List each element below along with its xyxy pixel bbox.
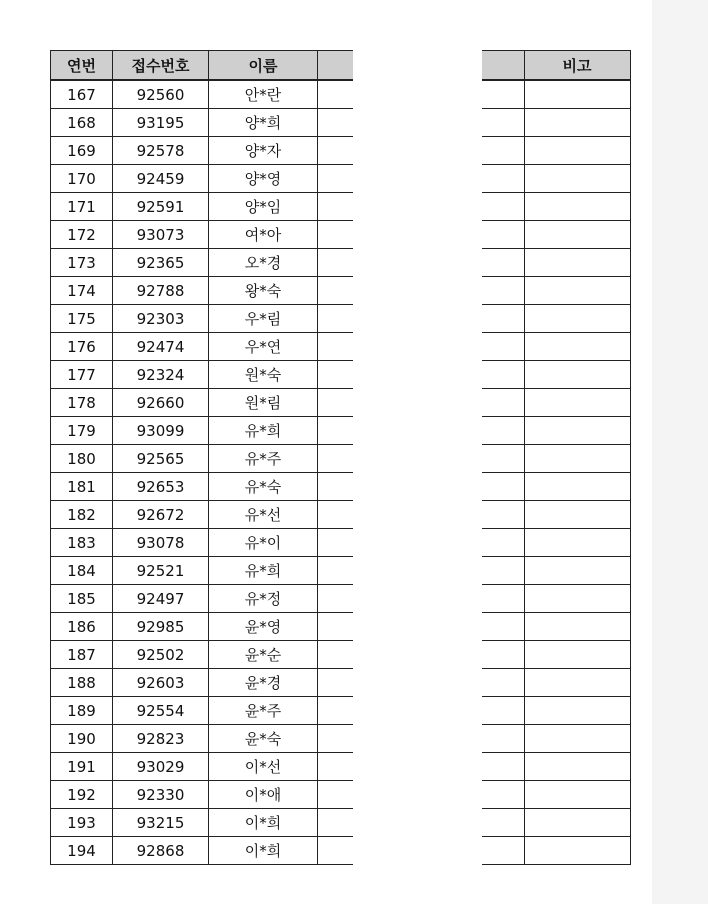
row-no: 180 bbox=[51, 445, 113, 473]
row-no: 174 bbox=[51, 277, 113, 305]
remarks-row bbox=[482, 529, 630, 557]
remarks-row bbox=[482, 193, 630, 221]
row-remarks bbox=[524, 165, 630, 193]
row-remarks bbox=[524, 585, 630, 613]
row-cut-cell bbox=[318, 669, 353, 697]
remarks-row-cut-cell bbox=[482, 501, 524, 529]
row-no: 179 bbox=[51, 417, 113, 445]
remarks-row bbox=[482, 445, 630, 473]
remarks-header-cut-cell bbox=[482, 51, 524, 81]
row-name: 원*숙 bbox=[209, 361, 318, 389]
table-row bbox=[51, 529, 353, 557]
remarks-row-cut-cell bbox=[482, 557, 524, 585]
row-cut-cell bbox=[318, 501, 353, 529]
row-cut-cell bbox=[318, 837, 353, 865]
remarks-row bbox=[482, 809, 630, 837]
remarks-row bbox=[482, 417, 630, 445]
row-name: 양*자 bbox=[209, 137, 318, 165]
row-name: 윤*주 bbox=[209, 697, 318, 725]
row-receipt-number: 92330 bbox=[113, 781, 209, 809]
row-name: 윤*순 bbox=[209, 641, 318, 669]
row-cut-cell bbox=[318, 613, 353, 641]
row-receipt-number: 92985 bbox=[113, 613, 209, 641]
row-no: 171 bbox=[51, 193, 113, 221]
row-name: 유*이 bbox=[209, 529, 318, 557]
table-row bbox=[51, 137, 353, 165]
row-no: 169 bbox=[51, 137, 113, 165]
row-cut-cell bbox=[318, 725, 353, 753]
row-name: 양*임 bbox=[209, 193, 318, 221]
row-no: 170 bbox=[51, 165, 113, 193]
row-name: 안*란 bbox=[209, 80, 318, 109]
row-name: 윤*경 bbox=[209, 669, 318, 697]
remarks-row-cut-cell bbox=[482, 361, 524, 389]
row-no: 193 bbox=[51, 809, 113, 837]
row-cut-cell bbox=[318, 445, 353, 473]
row-remarks bbox=[524, 109, 630, 137]
row-name: 이*희 bbox=[209, 837, 318, 865]
table-row bbox=[51, 473, 353, 501]
row-name: 양*희 bbox=[209, 109, 318, 137]
row-no: 188 bbox=[51, 669, 113, 697]
table-row bbox=[51, 753, 353, 781]
remarks-row-cut-cell bbox=[482, 109, 524, 137]
row-no: 168 bbox=[51, 109, 113, 137]
row-cut-cell bbox=[318, 221, 353, 249]
row-receipt-number: 92324 bbox=[113, 361, 209, 389]
row-no: 182 bbox=[51, 501, 113, 529]
row-cut-cell bbox=[318, 809, 353, 837]
remarks-row-cut-cell bbox=[482, 529, 524, 557]
remarks-row bbox=[482, 725, 630, 753]
row-name: 유*숙 bbox=[209, 473, 318, 501]
row-cut-cell bbox=[318, 193, 353, 221]
row-cut-cell bbox=[318, 557, 353, 585]
row-remarks bbox=[524, 613, 630, 641]
table-row bbox=[51, 613, 353, 641]
header-row bbox=[51, 51, 353, 81]
remarks-row-cut-cell bbox=[482, 669, 524, 697]
row-remarks bbox=[524, 753, 630, 781]
row-no: 190 bbox=[51, 725, 113, 753]
table-row bbox=[51, 109, 353, 137]
row-cut-cell bbox=[318, 80, 353, 109]
applicant-table bbox=[50, 50, 353, 865]
table-row bbox=[51, 193, 353, 221]
row-remarks bbox=[524, 221, 630, 249]
row-name: 우*연 bbox=[209, 333, 318, 361]
remarks-row bbox=[482, 361, 630, 389]
row-cut-cell bbox=[318, 641, 353, 669]
row-cut-cell bbox=[318, 753, 353, 781]
row-no: 172 bbox=[51, 221, 113, 249]
remarks-header-row bbox=[482, 51, 630, 81]
row-cut-cell bbox=[318, 109, 353, 137]
row-cut-cell bbox=[318, 137, 353, 165]
remarks-row-cut-cell bbox=[482, 277, 524, 305]
remarks-row-cut-cell bbox=[482, 753, 524, 781]
row-no: 173 bbox=[51, 249, 113, 277]
remarks-row bbox=[482, 501, 630, 529]
row-remarks bbox=[524, 697, 630, 725]
row-no: 177 bbox=[51, 361, 113, 389]
row-no: 194 bbox=[51, 837, 113, 865]
header-no: 연번 bbox=[51, 51, 113, 81]
remarks-row bbox=[482, 137, 630, 165]
row-name: 원*림 bbox=[209, 389, 318, 417]
row-remarks bbox=[524, 473, 630, 501]
row-cut-cell bbox=[318, 473, 353, 501]
header-cut-cell bbox=[318, 51, 353, 81]
table-row bbox=[51, 249, 353, 277]
row-name: 여*아 bbox=[209, 221, 318, 249]
header-receipt-number: 접수번호 bbox=[113, 51, 209, 81]
table-row bbox=[51, 361, 353, 389]
row-no: 192 bbox=[51, 781, 113, 809]
remarks-row bbox=[482, 277, 630, 305]
row-name: 이*애 bbox=[209, 781, 318, 809]
remarks-row bbox=[482, 109, 630, 137]
row-receipt-number: 92497 bbox=[113, 585, 209, 613]
table-row bbox=[51, 221, 353, 249]
row-no: 175 bbox=[51, 305, 113, 333]
remarks-row bbox=[482, 781, 630, 809]
row-remarks bbox=[524, 417, 630, 445]
header-name: 이름 bbox=[209, 51, 318, 81]
row-receipt-number: 92788 bbox=[113, 277, 209, 305]
row-remarks bbox=[524, 837, 630, 865]
remarks-row bbox=[482, 697, 630, 725]
table-row bbox=[51, 445, 353, 473]
row-no: 178 bbox=[51, 389, 113, 417]
row-no: 185 bbox=[51, 585, 113, 613]
row-cut-cell bbox=[318, 585, 353, 613]
row-cut-cell bbox=[318, 249, 353, 277]
row-cut-cell bbox=[318, 277, 353, 305]
remarks-row-cut-cell bbox=[482, 837, 524, 865]
row-no: 176 bbox=[51, 333, 113, 361]
row-receipt-number: 93073 bbox=[113, 221, 209, 249]
remarks-row bbox=[482, 473, 630, 501]
remarks-row-cut-cell bbox=[482, 613, 524, 641]
row-remarks bbox=[524, 501, 630, 529]
table-row bbox=[51, 277, 353, 305]
row-receipt-number: 92554 bbox=[113, 697, 209, 725]
remarks-row-cut-cell bbox=[482, 333, 524, 361]
row-receipt-number: 93078 bbox=[113, 529, 209, 557]
row-no: 186 bbox=[51, 613, 113, 641]
remarks-row-cut-cell bbox=[482, 781, 524, 809]
table-row bbox=[51, 305, 353, 333]
row-remarks bbox=[524, 557, 630, 585]
table-row bbox=[51, 809, 353, 837]
row-receipt-number: 92591 bbox=[113, 193, 209, 221]
row-name: 유*선 bbox=[209, 501, 318, 529]
remarks-row-cut-cell bbox=[482, 80, 524, 109]
row-remarks bbox=[524, 249, 630, 277]
remarks-row bbox=[482, 333, 630, 361]
table-row bbox=[51, 557, 353, 585]
row-remarks bbox=[524, 305, 630, 333]
row-cut-cell bbox=[318, 305, 353, 333]
row-no: 189 bbox=[51, 697, 113, 725]
table-row bbox=[51, 389, 353, 417]
remarks-row bbox=[482, 249, 630, 277]
row-receipt-number: 92365 bbox=[113, 249, 209, 277]
row-name: 왕*숙 bbox=[209, 277, 318, 305]
row-receipt-number: 92474 bbox=[113, 333, 209, 361]
row-name: 유*희 bbox=[209, 557, 318, 585]
row-remarks bbox=[524, 361, 630, 389]
row-receipt-number: 92521 bbox=[113, 557, 209, 585]
row-no: 183 bbox=[51, 529, 113, 557]
remarks-row-cut-cell bbox=[482, 305, 524, 333]
row-receipt-number: 92303 bbox=[113, 305, 209, 333]
remarks-row bbox=[482, 669, 630, 697]
remarks-row-cut-cell bbox=[482, 585, 524, 613]
row-name: 유*정 bbox=[209, 585, 318, 613]
remarks-row bbox=[482, 165, 630, 193]
remarks-row-cut-cell bbox=[482, 193, 524, 221]
row-remarks bbox=[524, 80, 630, 109]
remarks-row-cut-cell bbox=[482, 249, 524, 277]
row-remarks bbox=[524, 641, 630, 669]
row-receipt-number: 92660 bbox=[113, 389, 209, 417]
table-row bbox=[51, 837, 353, 865]
row-receipt-number: 92653 bbox=[113, 473, 209, 501]
row-cut-cell bbox=[318, 165, 353, 193]
remarks-row-cut-cell bbox=[482, 641, 524, 669]
row-remarks bbox=[524, 445, 630, 473]
row-cut-cell bbox=[318, 333, 353, 361]
remarks-row-cut-cell bbox=[482, 165, 524, 193]
remarks-row-cut-cell bbox=[482, 445, 524, 473]
remarks-row bbox=[482, 753, 630, 781]
row-receipt-number: 92672 bbox=[113, 501, 209, 529]
row-name: 오*경 bbox=[209, 249, 318, 277]
remarks-row bbox=[482, 585, 630, 613]
row-no: 184 bbox=[51, 557, 113, 585]
row-receipt-number: 92823 bbox=[113, 725, 209, 753]
remarks-row bbox=[482, 221, 630, 249]
row-remarks bbox=[524, 781, 630, 809]
row-name: 유*주 bbox=[209, 445, 318, 473]
row-receipt-number: 92502 bbox=[113, 641, 209, 669]
row-remarks bbox=[524, 725, 630, 753]
row-remarks bbox=[524, 669, 630, 697]
row-name: 유*희 bbox=[209, 417, 318, 445]
remarks-row-cut-cell bbox=[482, 137, 524, 165]
row-receipt-number: 92459 bbox=[113, 165, 209, 193]
row-receipt-number: 93215 bbox=[113, 809, 209, 837]
remarks-row-cut-cell bbox=[482, 389, 524, 417]
row-remarks bbox=[524, 137, 630, 165]
remarks-row bbox=[482, 613, 630, 641]
row-name: 윤*숙 bbox=[209, 725, 318, 753]
row-name: 이*희 bbox=[209, 809, 318, 837]
remarks-row bbox=[482, 305, 630, 333]
table-row bbox=[51, 725, 353, 753]
remarks-row bbox=[482, 389, 630, 417]
row-remarks bbox=[524, 333, 630, 361]
table-row bbox=[51, 80, 353, 109]
row-remarks bbox=[524, 809, 630, 837]
table-row bbox=[51, 585, 353, 613]
row-remarks bbox=[524, 277, 630, 305]
row-cut-cell bbox=[318, 361, 353, 389]
page-edge bbox=[652, 0, 708, 904]
row-no: 181 bbox=[51, 473, 113, 501]
remarks-row-cut-cell bbox=[482, 221, 524, 249]
row-no: 167 bbox=[51, 80, 113, 109]
remarks-row-cut-cell bbox=[482, 473, 524, 501]
remarks-row-cut-cell bbox=[482, 697, 524, 725]
table-row bbox=[51, 641, 353, 669]
row-cut-cell bbox=[318, 697, 353, 725]
header-remarks: 비고 bbox=[524, 51, 630, 81]
row-remarks bbox=[524, 193, 630, 221]
row-cut-cell bbox=[318, 389, 353, 417]
row-no: 191 bbox=[51, 753, 113, 781]
row-name: 우*림 bbox=[209, 305, 318, 333]
table-row bbox=[51, 501, 353, 529]
row-receipt-number: 92560 bbox=[113, 80, 209, 109]
row-receipt-number: 92578 bbox=[113, 137, 209, 165]
row-remarks bbox=[524, 389, 630, 417]
row-cut-cell bbox=[318, 781, 353, 809]
row-receipt-number: 92868 bbox=[113, 837, 209, 865]
row-name: 이*선 bbox=[209, 753, 318, 781]
remarks-row-cut-cell bbox=[482, 809, 524, 837]
row-receipt-number: 93099 bbox=[113, 417, 209, 445]
remarks-row bbox=[482, 80, 630, 109]
row-cut-cell bbox=[318, 529, 353, 557]
row-name: 윤*영 bbox=[209, 613, 318, 641]
row-remarks bbox=[524, 529, 630, 557]
table-row bbox=[51, 417, 353, 445]
row-receipt-number: 92565 bbox=[113, 445, 209, 473]
remarks-row bbox=[482, 557, 630, 585]
table-row bbox=[51, 781, 353, 809]
table-row bbox=[51, 165, 353, 193]
remarks-row bbox=[482, 837, 630, 865]
remarks-row-cut-cell bbox=[482, 417, 524, 445]
remarks-row bbox=[482, 641, 630, 669]
remarks-table bbox=[482, 50, 631, 865]
remarks-row-cut-cell bbox=[482, 725, 524, 753]
row-receipt-number: 93029 bbox=[113, 753, 209, 781]
table-row bbox=[51, 333, 353, 361]
row-cut-cell bbox=[318, 417, 353, 445]
row-name: 양*영 bbox=[209, 165, 318, 193]
table-row bbox=[51, 697, 353, 725]
row-no: 187 bbox=[51, 641, 113, 669]
row-receipt-number: 92603 bbox=[113, 669, 209, 697]
row-receipt-number: 93195 bbox=[113, 109, 209, 137]
table-row bbox=[51, 669, 353, 697]
